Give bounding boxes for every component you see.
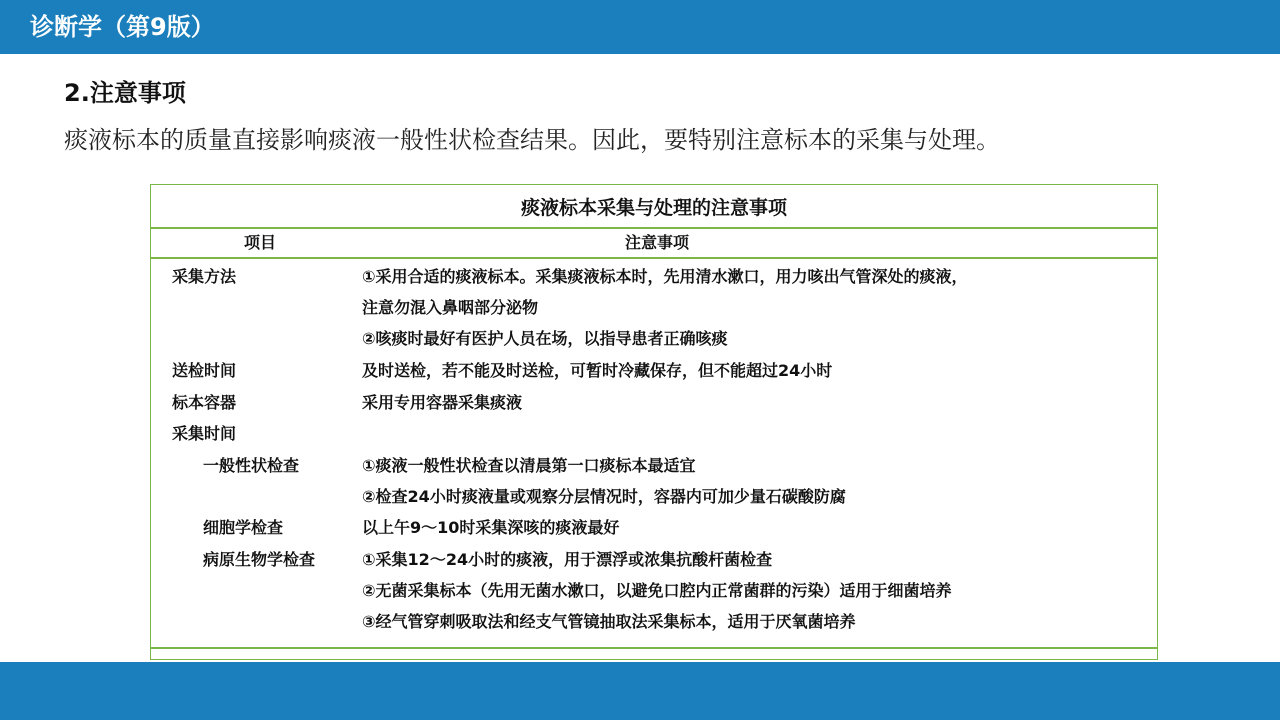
table-row bbox=[151, 355, 1157, 386]
row-item: 采集方法 bbox=[172, 267, 237, 286]
col-header-item: 项目 bbox=[244, 233, 277, 252]
section-heading: 2.注意事项 bbox=[64, 79, 186, 107]
row-note: 采用专用容器采集痰液 bbox=[362, 393, 523, 412]
table-row bbox=[151, 606, 1157, 637]
row-note: ①采集12～24小时的痰液，用于漂浮或浓集抗酸杆菌检查 bbox=[362, 550, 773, 569]
row-item: 病原生物学检查 bbox=[203, 550, 316, 569]
table-rule-header bbox=[151, 257, 1157, 259]
title-bar bbox=[0, 0, 1280, 54]
table-row bbox=[151, 544, 1157, 575]
table-rule-top bbox=[151, 227, 1157, 229]
table-row bbox=[151, 512, 1157, 543]
row-note: ①痰液一般性状检查以清晨第一口痰标本最适宜 bbox=[362, 456, 696, 475]
row-note: ①采用合适的痰液标本。采集痰液标本时，先用清水漱口，用力咳出气管深处的痰液， bbox=[362, 267, 968, 286]
book-title: 诊断学（第9版） bbox=[30, 13, 215, 41]
table-row bbox=[151, 292, 1157, 323]
row-note: ②无菌采集标本（先用无菌水漱口，以避免口腔内正常菌群的污染）适用于细菌培养 bbox=[362, 581, 952, 600]
table-row bbox=[151, 418, 1157, 449]
table-row bbox=[151, 323, 1157, 354]
row-note: 以上午9～10时采集深咳的痰液最好 bbox=[362, 518, 620, 537]
table-rule-bottom bbox=[151, 647, 1157, 649]
table-row bbox=[151, 575, 1157, 606]
row-item: 细胞学检查 bbox=[203, 518, 284, 537]
footer-bar bbox=[0, 662, 1280, 720]
row-item: 一般性状检查 bbox=[203, 456, 300, 475]
intro-text: 痰液标本的质量直接影响痰液一般性状检查结果。因此，要特别注意标本的采集与处理。 bbox=[64, 126, 1000, 154]
table-row bbox=[151, 261, 1157, 292]
row-item: 送检时间 bbox=[172, 361, 237, 380]
row-note: ②咳痰时最好有医护人员在场，以指导患者正确咳痰 bbox=[362, 329, 728, 348]
precautions-table bbox=[150, 184, 1158, 660]
row-note: 注意勿混入鼻咽部分泌物 bbox=[362, 298, 539, 317]
table-row bbox=[151, 450, 1157, 481]
row-note: ③经气管穿刺吸取法和经支气管镜抽取法采集标本，适用于厌氧菌培养 bbox=[362, 612, 856, 631]
row-note: ②检查24小时痰液量或观察分层情况时，容器内可加少量石碳酸防腐 bbox=[362, 487, 846, 506]
table-caption: 痰液标本采集与处理的注意事项 bbox=[520, 197, 787, 219]
col-header-note: 注意事项 bbox=[625, 233, 690, 252]
table-row bbox=[151, 481, 1157, 512]
row-item: 采集时间 bbox=[172, 424, 237, 443]
row-item: 标本容器 bbox=[172, 393, 237, 412]
table-row bbox=[151, 387, 1157, 418]
row-note: 及时送检，若不能及时送检，可暂时冷藏保存，但不能超过24小时 bbox=[362, 361, 833, 380]
